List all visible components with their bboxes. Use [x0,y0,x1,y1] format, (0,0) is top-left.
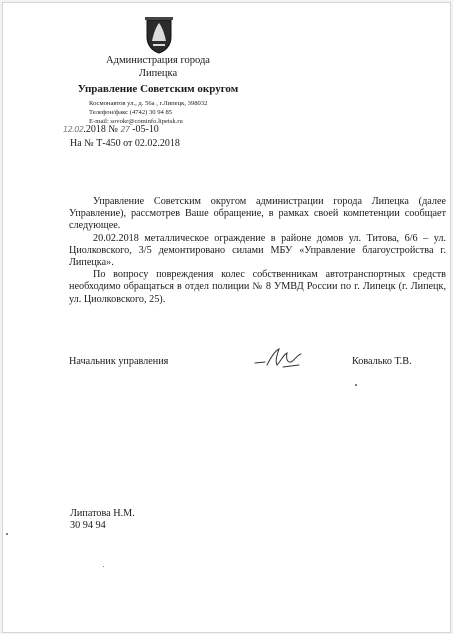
body-paragraph-2: 20.02.2018 металлическое ограждение в районе домов ул. Титова, 6/6 – ул. Циолковского, 3/5 демонтировано силами МБУ «Управление благоустройства г. Липецка». [69,232,446,269]
signatory-name: Ковалько Т.В. [352,356,412,367]
handwritten-number: 27 [120,125,130,134]
department-name: Управление Советским округом [77,83,239,95]
registration-year: .2018 № [83,124,118,135]
org-name-line2: Липецка [138,68,178,79]
address-line: Космонавтов ул., д. 56а , г.Липецк, 398032 [89,100,208,107]
scan-speck [355,384,357,386]
letter-body [69,196,446,306]
handwritten-date: 12.02 [63,125,84,134]
email-line: E-mail: sovokr@cominfo.lipetsk.ru [89,118,183,125]
handwritten-signature-icon [253,343,313,371]
executor-phone: 30 94 94 [70,520,106,531]
phone-line: Телефон/факс (4742) 30 94 85 [89,109,173,116]
registration-line [63,124,159,135]
scan-speck [103,566,104,567]
scan-speck [6,533,8,535]
city-coat-of-arms-icon [143,17,175,55]
executor-name: Липатова Н.М. [70,508,135,519]
org-name-line1: Администрация города [106,55,210,66]
body-paragraph-1: Управление Советским округом администрации города Липецка (далее Управление), рассмотрев Ваше обращение, в рамках своей компетенции сообщает следующее. [69,196,446,232]
signatory-title: Начальник управления [69,356,169,367]
reference-line: На № Т-450 от 02.02.2018 [70,138,180,149]
body-paragraph-3: По вопросу повреждения колес собственникам автотранспортных средств необходимо обращаться в отдел полиции № 8 УМВД России по г. Липецк (г. Липецк, ул. Циолковского, 25). [69,269,446,305]
document-page [2,2,451,633]
registration-suffix: -05-10 [132,124,159,135]
